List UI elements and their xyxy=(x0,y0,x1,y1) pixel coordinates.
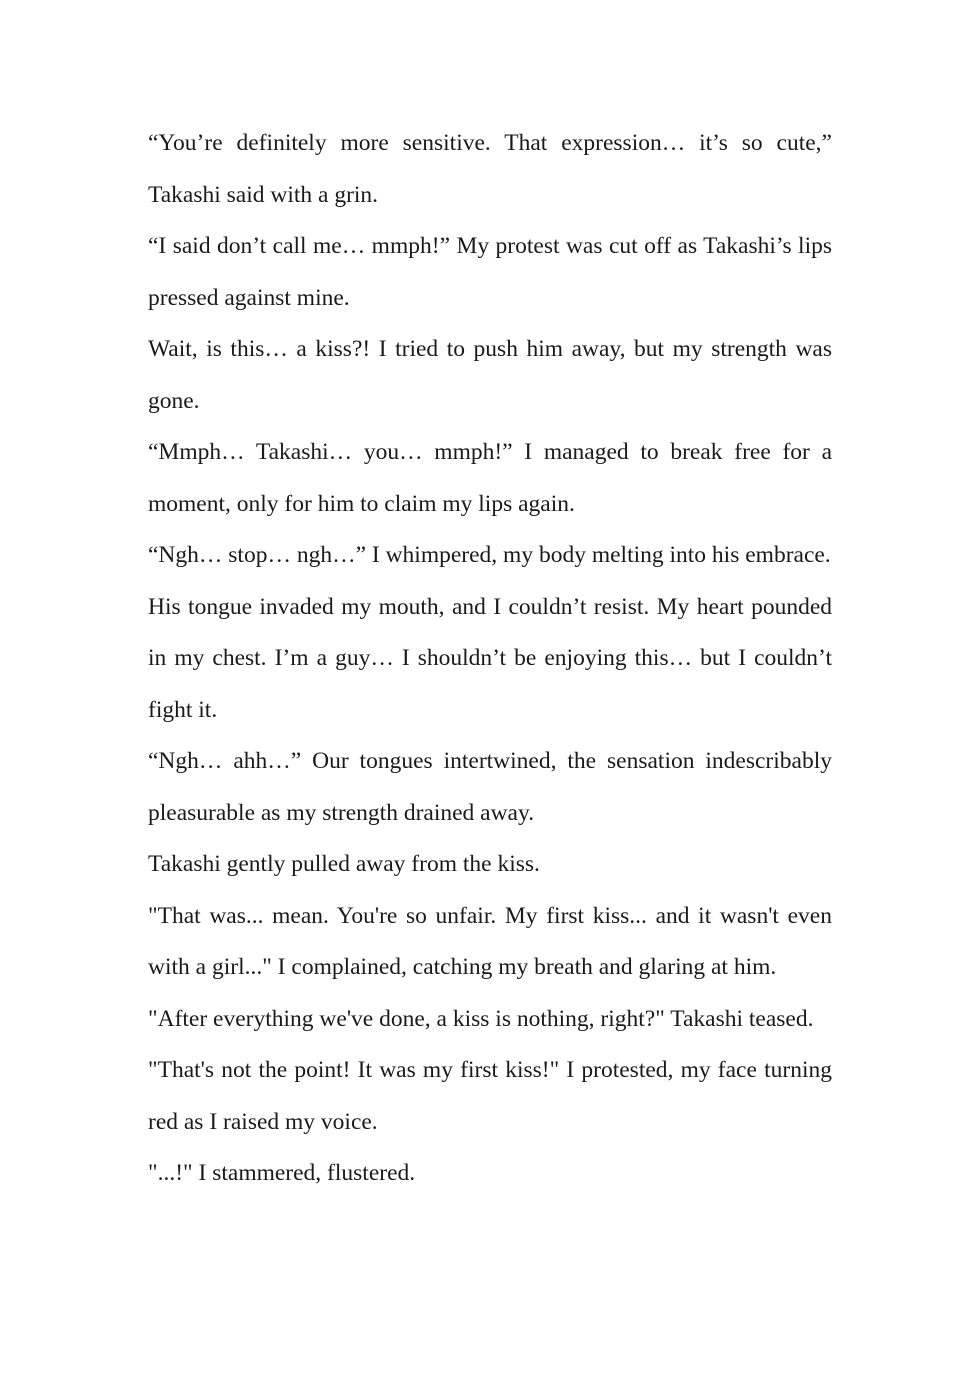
paragraph-6: His tongue invaded my mouth, and I couldn’t resist. My heart pounded in my chest. I’m a guy… I shouldn’t be enjoying this… but I couldn’t fight it. xyxy=(148,593,832,723)
paragraph-8: Takashi gently pulled away from the kiss. xyxy=(148,851,540,877)
paragraph-1: “You’re definitely more sensitive. That expression… it’s so cute,” Takashi said with a grin. xyxy=(148,130,832,208)
paragraph-12: "...!" I stammered, flustered. xyxy=(148,1160,416,1186)
paragraph-4: “Mmph… Takashi… you… mmph!” I managed to break free for a moment, only for him to claim my lips again. xyxy=(148,439,832,517)
story-text xyxy=(148,118,832,1200)
paragraph-5: “Ngh… stop… ngh…” I whimpered, my body melting into his embrace. xyxy=(148,542,831,568)
paragraph-11: "That's not the point! It was my first kiss!" I protested, my face turning red as I raised my voice. xyxy=(148,1057,832,1135)
paragraph-9: "That was... mean. You're so unfair. My first kiss... and it wasn't even with a girl..." I complained, catching my breath and glaring at him. xyxy=(148,902,832,980)
paragraph-10: "After everything we've done, a kiss is nothing, right?" Takashi teased. xyxy=(148,1005,814,1032)
paragraph-2: “I said don’t call me… mmph!” My protest was cut off as Takashi’s lips pressed against mine. xyxy=(148,233,832,311)
paragraph-3: Wait, is this… a kiss?! I tried to push him away, but my strength was gone. xyxy=(148,336,832,414)
paragraph-7: “Ngh… ahh…” Our tongues intertwined, the sensation indescribably pleasurable as my strength drained away. xyxy=(148,748,832,826)
